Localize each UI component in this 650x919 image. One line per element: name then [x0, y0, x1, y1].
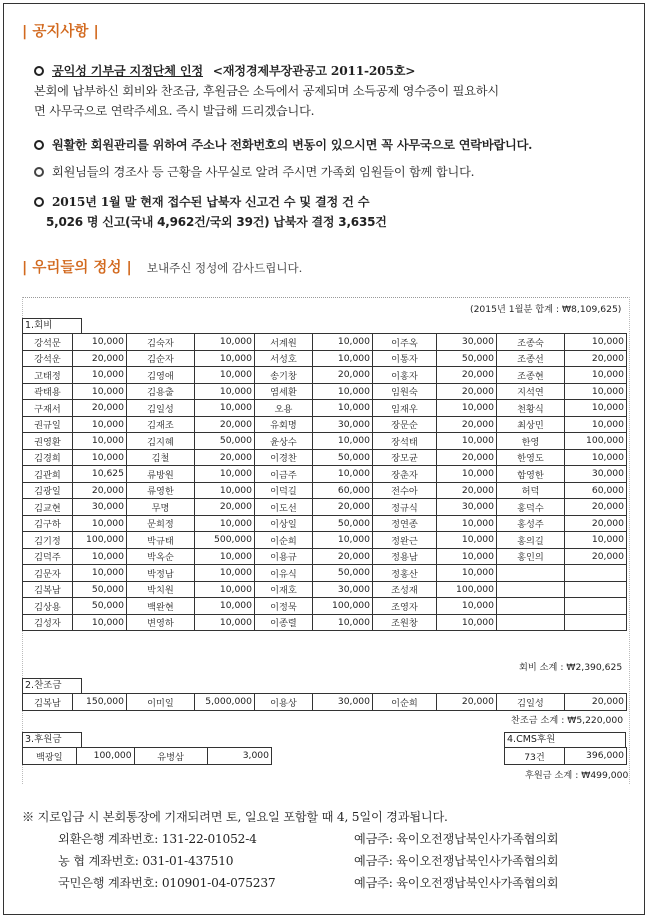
- donation-amount: 10,000: [565, 367, 627, 384]
- donation-amount: 50,000: [313, 449, 373, 466]
- donor-name: 장모균: [373, 449, 437, 466]
- donor-name: 지석연: [497, 383, 565, 400]
- donation-amount: 10,000: [195, 515, 255, 532]
- donation-amount: 3,000: [207, 748, 271, 765]
- donation-amount: 10,000: [437, 598, 497, 615]
- donor-name: 전수아: [373, 482, 437, 499]
- donation-amount: 20,000: [313, 367, 373, 384]
- donation-amount: 20,000: [437, 694, 497, 711]
- donation-amount: 100,000: [76, 748, 134, 765]
- table-row: [23, 367, 627, 384]
- donor-name: 정홍산: [373, 565, 437, 582]
- donor-name: 김용출: [127, 383, 195, 400]
- donation-amount: 10,000: [73, 449, 127, 466]
- donation-amount: 30,000: [313, 581, 373, 598]
- notice-item-1-line3: 면 사무국으로 연락주세요. 즉시 발급해 드리겠습니다.: [34, 104, 315, 118]
- donor-name: [497, 565, 565, 582]
- donor-name: 장춘자: [373, 466, 437, 483]
- donor-name: 정연종: [373, 515, 437, 532]
- donation-amount: 150,000: [73, 694, 127, 711]
- donation-amount: 20,000: [437, 482, 497, 499]
- donor-name: 김문자: [23, 565, 73, 582]
- donation-amount: 10,000: [73, 565, 127, 582]
- donation-amount: [565, 598, 627, 615]
- donor-name: 문희정: [127, 515, 195, 532]
- donation-amount: 10,000: [313, 614, 373, 631]
- donation-amount: 10,000: [565, 400, 627, 417]
- donor-name: 조원창: [373, 614, 437, 631]
- donor-name: 김성자: [23, 614, 73, 631]
- donation-amount: 50,000: [73, 598, 127, 615]
- membership-label: 1.회비: [22, 318, 82, 334]
- donor-name: 홍인의: [497, 548, 565, 565]
- donation-amount: 10,000: [565, 449, 627, 466]
- donor-name: 최상민: [497, 416, 565, 433]
- bank-account-number: 농 협 계좌번호: 031-01-437510: [58, 854, 234, 868]
- donor-name: 백광일: [23, 748, 77, 765]
- donation-amount: 30,000: [437, 334, 497, 351]
- donor-name: 김지혜: [127, 433, 195, 450]
- donor-name: 천황식: [497, 400, 565, 417]
- table-row: [23, 581, 627, 598]
- notice-item-1-line2: 본회에 납부하신 회비와 찬조금, 후원금은 소득에서 공제되며 소득공제 영수증이 필요하시: [34, 84, 499, 98]
- donor-name: 정완근: [373, 532, 437, 549]
- donation-amount: 20,000: [565, 499, 627, 516]
- donor-name: 김광일: [23, 482, 73, 499]
- donation-amount: 20,000: [73, 350, 127, 367]
- table-row: [23, 350, 627, 367]
- donation-amount: 50,000: [195, 433, 255, 450]
- donor-name: 김복남: [23, 581, 73, 598]
- notice-item-1-title: [34, 62, 415, 79]
- donor-name: 장석태: [373, 433, 437, 450]
- donor-name: 김영애: [127, 367, 195, 384]
- sponsorship-subtotal: 찬조금 소계 : ₩5,220,000: [511, 715, 624, 726]
- donation-amount: 10,000: [195, 598, 255, 615]
- table-row: [23, 515, 627, 532]
- donor-name: 이경찬: [255, 449, 313, 466]
- donor-name: 허덕: [497, 482, 565, 499]
- donation-amount: 60,000: [565, 482, 627, 499]
- donor-name: 이주옥: [373, 334, 437, 351]
- donor-name: 변영하: [127, 614, 195, 631]
- donor-name: 이통자: [373, 350, 437, 367]
- support-label: 3.후원금: [22, 732, 82, 748]
- cms-amount: 396,000: [565, 748, 627, 765]
- donor-name: 이순희: [255, 532, 313, 549]
- donor-name: 서성호: [255, 350, 313, 367]
- donation-amount: 10,000: [73, 433, 127, 450]
- donor-name: 송기창: [255, 367, 313, 384]
- donation-amount: 10,000: [437, 548, 497, 565]
- account-holder: 예금주: 육이오전쟁납북인사가족협의회: [354, 832, 559, 846]
- donor-name: 정규식: [373, 499, 437, 516]
- donation-amount: 100,000: [565, 433, 627, 450]
- donation-amount: 100,000: [73, 532, 127, 549]
- donor-name: 이순희: [373, 694, 437, 711]
- bullet-icon: [34, 140, 44, 150]
- donor-name: 구재서: [23, 400, 73, 417]
- table-row: [23, 400, 627, 417]
- donation-amount: 10,000: [195, 350, 255, 367]
- notice-item-3-text: 회원님들의 경조사 등 근황을 사무실로 알려 주시면 가족회 임원들이 함께 합니다.: [52, 165, 475, 179]
- bank-account-number: 외환은행 계좌번호: 131-22-01052-4: [58, 832, 257, 846]
- donor-name: 김복남: [23, 694, 73, 711]
- notice-item-4: [34, 193, 369, 210]
- donor-name: 조종현: [497, 367, 565, 384]
- donor-name: 이금주: [255, 466, 313, 483]
- donor-name: 김구하: [23, 515, 73, 532]
- notice-item-4-detail: 5,026 명 신고(국내 4,962건/국외 39건) 납북자 결정 3,635건: [46, 215, 387, 229]
- donor-name: 무명: [127, 499, 195, 516]
- donation-amount: 30,000: [313, 416, 373, 433]
- donations-heading-text: 우리들의 정성: [32, 260, 122, 276]
- membership-subtotal: 회비 소계 : ₩2,390,625: [519, 662, 623, 673]
- donation-amount: 50,000: [73, 581, 127, 598]
- donor-name: 조성재: [373, 581, 437, 598]
- donation-amount: 10,000: [565, 532, 627, 549]
- donor-name: 임재우: [373, 400, 437, 417]
- donor-name: 고태정: [23, 367, 73, 384]
- account-holder: 예금주: 육이오전쟁납북인사가족협의회: [354, 854, 559, 868]
- donation-amount: 10,000: [437, 532, 497, 549]
- bullet-icon: [34, 66, 44, 76]
- donation-amount: 10,000: [565, 334, 627, 351]
- donor-name: 권영환: [23, 433, 73, 450]
- donor-name: 김상용: [23, 598, 73, 615]
- donation-amount: 100,000: [313, 598, 373, 615]
- table-row: [23, 598, 627, 615]
- donor-name: 백완현: [127, 598, 195, 615]
- donor-name: 김재조: [127, 416, 195, 433]
- donor-name: 윤상수: [255, 433, 313, 450]
- donor-name: 김일성: [127, 400, 195, 417]
- donor-name: 이유식: [255, 565, 313, 582]
- donor-name: [497, 598, 565, 615]
- donation-amount: 10,000: [195, 548, 255, 565]
- table-row: [23, 694, 627, 711]
- donation-amount: [565, 614, 627, 631]
- donor-name: [497, 581, 565, 598]
- table-row: [23, 416, 627, 433]
- donor-name: 김철: [127, 449, 195, 466]
- donation-amount: 10,000: [565, 383, 627, 400]
- donation-amount: 50,000: [437, 350, 497, 367]
- donor-name: 이용규: [255, 548, 313, 565]
- donation-amount: 10,000: [73, 548, 127, 565]
- donor-name: 함영한: [497, 466, 565, 483]
- decree-reference: <재정경제부장관공고 2011-205호>: [212, 64, 416, 78]
- donation-amount: 50,000: [313, 515, 373, 532]
- donation-amount: 20,000: [195, 449, 255, 466]
- table-row: [23, 532, 627, 549]
- donor-name: 김경희: [23, 449, 73, 466]
- donation-amount: 10,000: [195, 334, 255, 351]
- notice-item-2-text: 원활한 회원관리를 위하여 주소나 전화번호의 변동이 있으시면 꼭 사무국으로 연락바랍니다.: [52, 138, 533, 152]
- donor-name: 정용남: [373, 548, 437, 565]
- monthly-total: (2015년 1월분 합계 : ₩8,109,625): [470, 304, 622, 315]
- bank-account-number: 국민은행 계좌번호: 010901-04-075237: [58, 876, 276, 890]
- donation-amount: [565, 565, 627, 582]
- cms-table: [504, 747, 627, 765]
- donor-name: 강석문: [23, 334, 73, 351]
- donation-amount: [565, 581, 627, 598]
- donor-name: 류방원: [127, 466, 195, 483]
- donation-amount: 500,000: [195, 532, 255, 549]
- donation-amount: 10,000: [195, 614, 255, 631]
- table-row: [23, 499, 627, 516]
- support-subtotal: 후원금 소계 : ₩499,000: [525, 770, 629, 781]
- donor-name: 이미일: [127, 694, 195, 711]
- donations-thanks: 보내주신 정성에 감사드립니다.: [146, 261, 303, 275]
- donor-name: 이도선: [255, 499, 313, 516]
- donor-name: 김기정: [23, 532, 73, 549]
- donation-amount: 20,000: [313, 499, 373, 516]
- donor-name: 권규일: [23, 416, 73, 433]
- donation-amount: 20,000: [437, 416, 497, 433]
- donor-name: 홍의길: [497, 532, 565, 549]
- donation-amount: 20,000: [565, 548, 627, 565]
- donor-name: 조영자: [373, 598, 437, 615]
- donation-amount: 20,000: [313, 548, 373, 565]
- donation-amount: 10,000: [195, 565, 255, 582]
- donation-amount: 20,000: [565, 350, 627, 367]
- donation-amount: 10,000: [565, 416, 627, 433]
- donor-name: 홍덕수: [497, 499, 565, 516]
- table-row: [23, 383, 627, 400]
- donation-amount: 60,000: [313, 482, 373, 499]
- donor-name: 한영: [497, 433, 565, 450]
- donation-amount: 10,000: [195, 581, 255, 598]
- table-row: [23, 433, 627, 450]
- donor-name: 김일성: [497, 694, 565, 711]
- donation-amount: 10,000: [73, 334, 127, 351]
- donation-amount: 20,000: [437, 367, 497, 384]
- donation-amount: 5,000,000: [195, 694, 255, 711]
- giro-note: ※ 지로입금 시 본회통장에 기재되려면 토, 일요일 포함할 때 4, 5일이 경과됩니다.: [22, 810, 448, 824]
- donation-amount: 10,000: [195, 383, 255, 400]
- donor-name: 김교현: [23, 499, 73, 516]
- donation-amount: 30,000: [437, 499, 497, 516]
- donation-amount: 100,000: [437, 581, 497, 598]
- donation-amount: 10,000: [437, 400, 497, 417]
- donation-amount: 20,000: [195, 499, 255, 516]
- donation-amount: 10,000: [313, 532, 373, 549]
- donor-name: 오용: [255, 400, 313, 417]
- donation-amount: 30,000: [313, 694, 373, 711]
- table-row: [23, 449, 627, 466]
- donation-amount: 10,000: [437, 433, 497, 450]
- donation-amount: 10,000: [437, 515, 497, 532]
- donations-heading: | 우리들의 정성 | 보내주신 정성에 감사드립니다.: [22, 260, 303, 276]
- table-row: [23, 466, 627, 483]
- table-row: [23, 748, 272, 765]
- donation-amount: 10,000: [437, 565, 497, 582]
- donation-designation-title: 공익성 기부금 지정단체 인정: [52, 64, 204, 78]
- donor-name: 이덕길: [255, 482, 313, 499]
- donor-name: 이상일: [255, 515, 313, 532]
- notice-item-4-title: 2015년 1월 말 현재 접수된 납북자 신고건 수 및 결정 건 수: [52, 195, 370, 209]
- donor-name: 류영한: [127, 482, 195, 499]
- sponsorship-label: 2.찬조금: [22, 678, 82, 694]
- donation-amount: 10,000: [313, 350, 373, 367]
- donation-amount: 20,000: [73, 482, 127, 499]
- donor-name: 이용상: [255, 694, 313, 711]
- sponsorship-table: [22, 693, 627, 711]
- donation-amount: 10,000: [313, 334, 373, 351]
- donor-name: 김숙자: [127, 334, 195, 351]
- notice-item-3: [34, 163, 474, 180]
- donation-amount: 20,000: [195, 416, 255, 433]
- table-row: [23, 334, 627, 351]
- donation-amount: 10,000: [437, 614, 497, 631]
- donation-amount: 10,000: [73, 614, 127, 631]
- donor-name: [497, 614, 565, 631]
- donor-name: 조종선: [497, 350, 565, 367]
- donor-name: 박치원: [127, 581, 195, 598]
- donation-amount: 10,000: [437, 466, 497, 483]
- donation-amount: 20,000: [437, 383, 497, 400]
- donation-amount: 10,000: [313, 433, 373, 450]
- donation-amount: 10,000: [73, 383, 127, 400]
- notice-heading: | 공지사항 |: [22, 24, 99, 40]
- support-table: [22, 747, 272, 765]
- donor-name: 이재호: [255, 581, 313, 598]
- donor-name: 홍성주: [497, 515, 565, 532]
- cms-label: 4.CMS후원: [504, 732, 626, 748]
- donor-name: 곽태용: [23, 383, 73, 400]
- donation-amount: 20,000: [73, 400, 127, 417]
- donation-amount: 10,000: [313, 466, 373, 483]
- bullet-icon: [34, 167, 44, 177]
- donor-name: 이정묵: [255, 598, 313, 615]
- donor-name: 김덕주: [23, 548, 73, 565]
- donation-amount: 10,000: [195, 400, 255, 417]
- donor-name: 서계원: [255, 334, 313, 351]
- donor-name: 박규태: [127, 532, 195, 549]
- donor-name: 염세환: [255, 383, 313, 400]
- donation-amount: 10,000: [73, 367, 127, 384]
- table-row: [23, 614, 627, 631]
- table-row: [23, 548, 627, 565]
- donor-name: 김관희: [23, 466, 73, 483]
- bullet-icon: [34, 197, 44, 207]
- table-row: [23, 482, 627, 499]
- donation-amount: 10,625: [73, 466, 127, 483]
- donor-name: 이종렬: [255, 614, 313, 631]
- donation-amount: 10,000: [313, 400, 373, 417]
- donor-name: 임원숙: [373, 383, 437, 400]
- notice-item-2: [34, 136, 532, 153]
- donation-amount: 50,000: [313, 565, 373, 582]
- donation-amount: 30,000: [565, 466, 627, 483]
- donor-name: 조종숙: [497, 334, 565, 351]
- membership-table: [22, 333, 627, 631]
- donation-amount: 20,000: [437, 449, 497, 466]
- donor-name: 한영도: [497, 449, 565, 466]
- donor-name: 강석운: [23, 350, 73, 367]
- donor-name: 유병삼: [134, 748, 207, 765]
- donor-name: 이홍자: [373, 367, 437, 384]
- donation-amount: 10,000: [195, 466, 255, 483]
- donor-name: 김순자: [127, 350, 195, 367]
- donation-amount: 10,000: [73, 515, 127, 532]
- donor-name: 박옥순: [127, 548, 195, 565]
- donation-amount: 10,000: [73, 416, 127, 433]
- donation-amount: 10,000: [195, 367, 255, 384]
- account-holder: 예금주: 육이오전쟁납북인사가족협의회: [354, 876, 559, 890]
- donor-name: 유회명: [255, 416, 313, 433]
- donation-amount: 10,000: [195, 482, 255, 499]
- donation-amount: 10,000: [313, 383, 373, 400]
- table-row: [23, 565, 627, 582]
- donation-amount: 30,000: [73, 499, 127, 516]
- donation-amount: 20,000: [565, 694, 627, 711]
- notice-heading-text: 공지사항: [32, 24, 89, 40]
- donor-name: 장문순: [373, 416, 437, 433]
- donor-name: 박정남: [127, 565, 195, 582]
- cms-count: 73건: [505, 748, 565, 765]
- donation-amount: 20,000: [565, 515, 627, 532]
